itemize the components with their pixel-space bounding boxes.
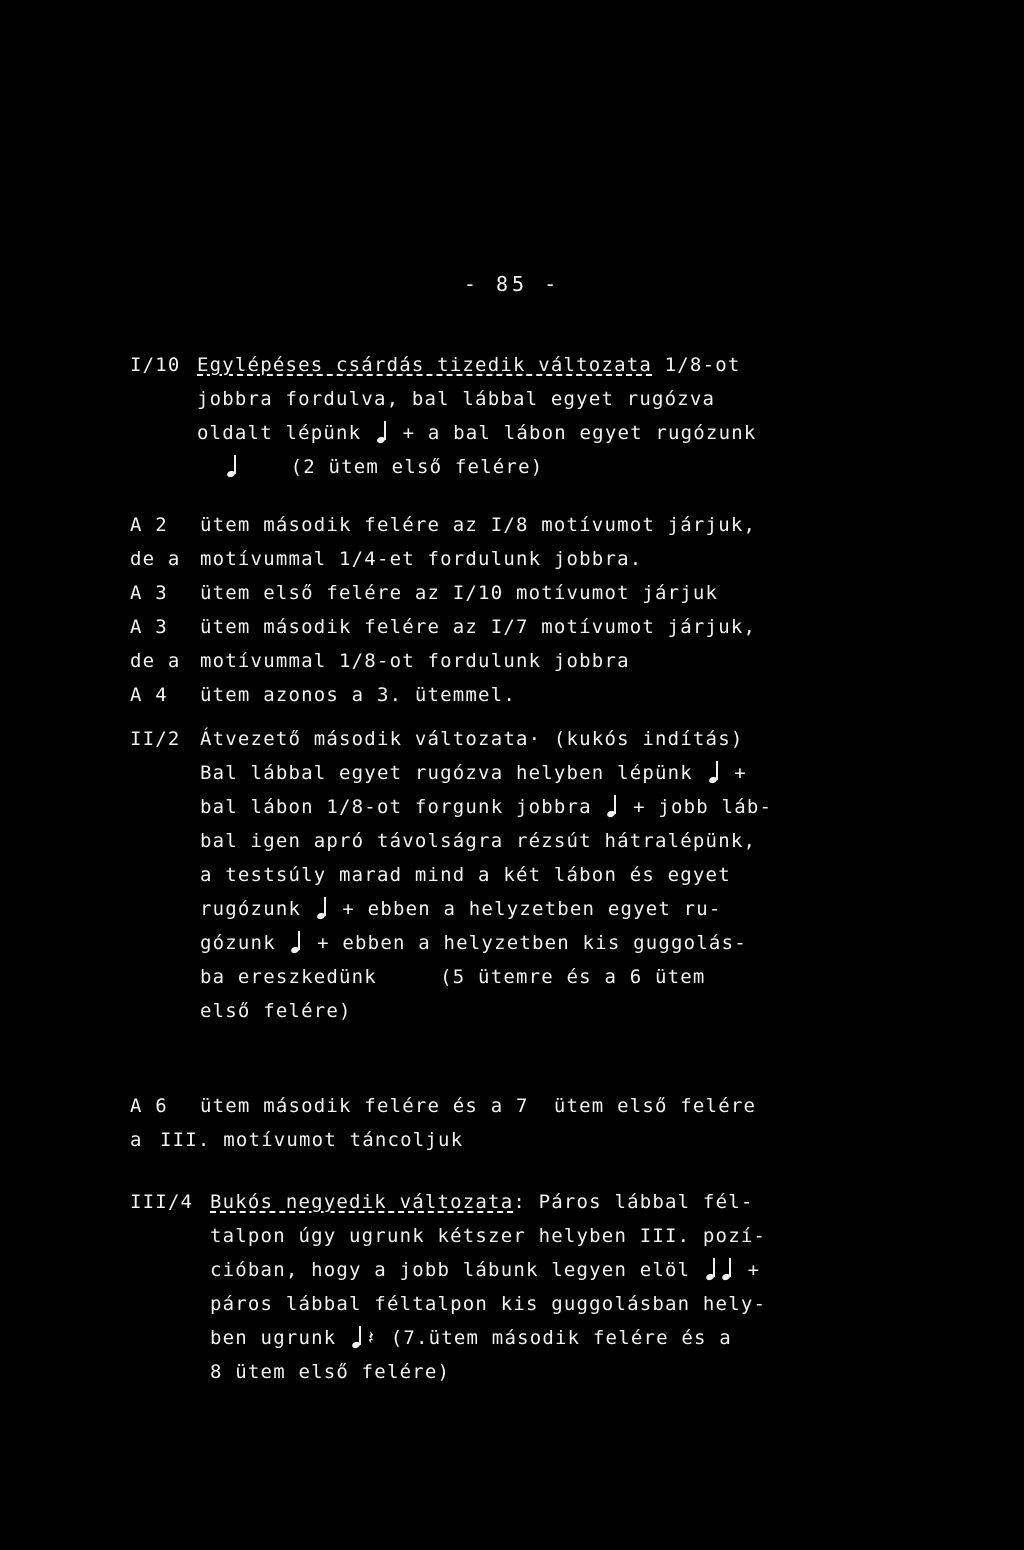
entry-line xyxy=(130,892,800,926)
quarter-rest-icon: 𝄽 xyxy=(368,1327,376,1349)
entry-line-text xyxy=(224,450,543,484)
entry-line xyxy=(130,926,800,960)
measure-row xyxy=(130,1123,800,1157)
entry-text: rugózunk xyxy=(200,898,302,920)
entry-label: II/2 xyxy=(130,728,181,750)
entry-text: ba ereszkedünk (5 ütemre és a 6 ütem xyxy=(200,966,706,988)
entry-line xyxy=(130,824,800,858)
quarter-note-icon xyxy=(722,1258,732,1280)
entry-text: a testsúly marad mind a két lábon és egyet xyxy=(200,864,731,886)
measure-label: A 4 xyxy=(130,684,168,706)
entry-line-text xyxy=(200,892,722,926)
entry-text: Átvezető második változata· (kukós indítás) xyxy=(200,728,744,750)
entry-ii-2 xyxy=(130,722,800,1028)
measure-row xyxy=(130,610,800,644)
entry-line-text xyxy=(197,416,757,450)
quarter-note-icon xyxy=(317,897,327,919)
entry-text: + ebben a helyzetben egyet ru- xyxy=(342,898,722,920)
quarter-note-icon xyxy=(377,421,387,443)
entry-text: 8 ütem első felére) xyxy=(210,1361,451,1383)
entry-line xyxy=(130,416,800,450)
measure-row xyxy=(130,644,800,678)
measure-row xyxy=(130,576,800,610)
entry-text: első felére) xyxy=(200,1000,352,1022)
entry-line xyxy=(130,1287,800,1321)
measure-text: motívummal 1/8-ot fordulunk jobbra xyxy=(200,650,630,672)
entry-line xyxy=(130,790,800,824)
entry-i-10 xyxy=(130,348,800,484)
measure-list xyxy=(130,508,800,712)
entry-label: I/10 xyxy=(130,354,181,376)
entry-line xyxy=(130,994,800,1028)
entry-line-text xyxy=(210,1253,760,1287)
measure-text: ütem második felére az I/8 motívumot járjuk, xyxy=(200,514,757,536)
entry-text: + a bal lábon egyet rugózunk xyxy=(402,422,757,444)
entry-text: oldalt lépünk xyxy=(197,422,362,444)
quarter-note-icon xyxy=(291,931,301,953)
quarter-note-icon xyxy=(352,1326,362,1348)
entry-line xyxy=(130,1253,800,1287)
entry-iii-4 xyxy=(130,1185,800,1389)
entry-line xyxy=(130,960,800,994)
entry-text: jobbra fordulva, bal lábbal egyet rugózva xyxy=(197,388,716,410)
measure-text: ütem azonos a 3. ütemmel. xyxy=(200,684,516,706)
measure-list-2 xyxy=(130,1089,800,1157)
entry-label: III/4 xyxy=(130,1191,194,1213)
measure-label: de a xyxy=(130,650,181,672)
quarter-note-icon xyxy=(227,455,237,477)
entry-title: Bukós negyedik változata xyxy=(210,1191,514,1213)
entry-text: ben ugrunk xyxy=(210,1327,337,1349)
entry-text: (7.ütem második felére és a xyxy=(390,1327,732,1349)
entry-text: : Páros lábbal fél- xyxy=(513,1191,754,1213)
measure-label: de a xyxy=(130,548,181,570)
entry-line-text xyxy=(200,926,747,960)
measure-label: a xyxy=(130,1129,143,1151)
entry-line-text xyxy=(197,348,741,382)
measure-text: ütem második felére és a 7 ütem első felére xyxy=(200,1095,757,1117)
entry-text: talpon úgy ugrunk kétszer helyben III. pozí- xyxy=(210,1225,767,1247)
entry-title: Egylépéses csárdás tizedik változata xyxy=(197,354,653,376)
entry-text: Bal lábbal egyet rugózva helyben lépünk xyxy=(200,762,693,784)
measure-label: A 2 xyxy=(130,514,168,536)
entry-text: bal igen apró távolságra rézsút hátralépünk, xyxy=(200,830,757,852)
entry-line-text xyxy=(200,756,747,790)
entry-line xyxy=(130,450,800,484)
measure-text: ütem első felére az I/10 motívumot járjuk xyxy=(200,582,719,604)
entry-line xyxy=(130,756,800,790)
entry-text: 1/8-ot xyxy=(652,354,741,376)
entry-line xyxy=(130,1185,800,1219)
entry-text: + jobb láb- xyxy=(633,796,773,818)
measure-text: ütem második felére az I/7 motívumot járjuk, xyxy=(200,616,757,638)
quarter-note-icon xyxy=(706,1258,716,1280)
measure-label: A 3 xyxy=(130,582,168,604)
entry-line-text xyxy=(210,1321,732,1355)
entry-line xyxy=(130,1355,800,1389)
measure-label: A 6 xyxy=(130,1095,168,1117)
quarter-note-icon xyxy=(709,761,719,783)
entry-line xyxy=(130,348,800,382)
entry-text: páros lábbal féltalpon kis guggolásban hely- xyxy=(210,1293,767,1315)
entry-text: gózunk xyxy=(200,932,276,954)
entry-line-text xyxy=(200,790,772,824)
measure-row xyxy=(130,1089,800,1123)
entry-text: (2 ütem első felére) xyxy=(290,456,544,478)
entry-text: cióban, hogy a jobb lábunk legyen elöl xyxy=(210,1259,691,1281)
entry-text: + xyxy=(747,1259,761,1281)
entry-text: + ebben a helyzetben kis guggolás- xyxy=(317,932,747,954)
entry-line xyxy=(130,858,800,892)
entry-text: + xyxy=(734,762,747,784)
quarter-note-icon xyxy=(607,795,617,817)
page-number: - 85 - xyxy=(463,272,561,296)
measure-text: motívummal 1/4-et fordulunk jobbra. xyxy=(200,548,643,570)
entry-line xyxy=(130,722,800,756)
entry-line xyxy=(130,382,800,416)
measure-row xyxy=(130,678,800,712)
measure-row xyxy=(130,508,800,542)
entry-text: bal lábon 1/8-ot forgunk jobbra xyxy=(200,796,592,818)
measure-label: A 3 xyxy=(130,616,168,638)
entry-line xyxy=(130,1219,800,1253)
measure-text: III. motívumot táncoljuk xyxy=(160,1129,464,1151)
entry-line-text xyxy=(210,1185,753,1219)
entry-line xyxy=(130,1321,800,1355)
measure-row xyxy=(130,542,800,576)
